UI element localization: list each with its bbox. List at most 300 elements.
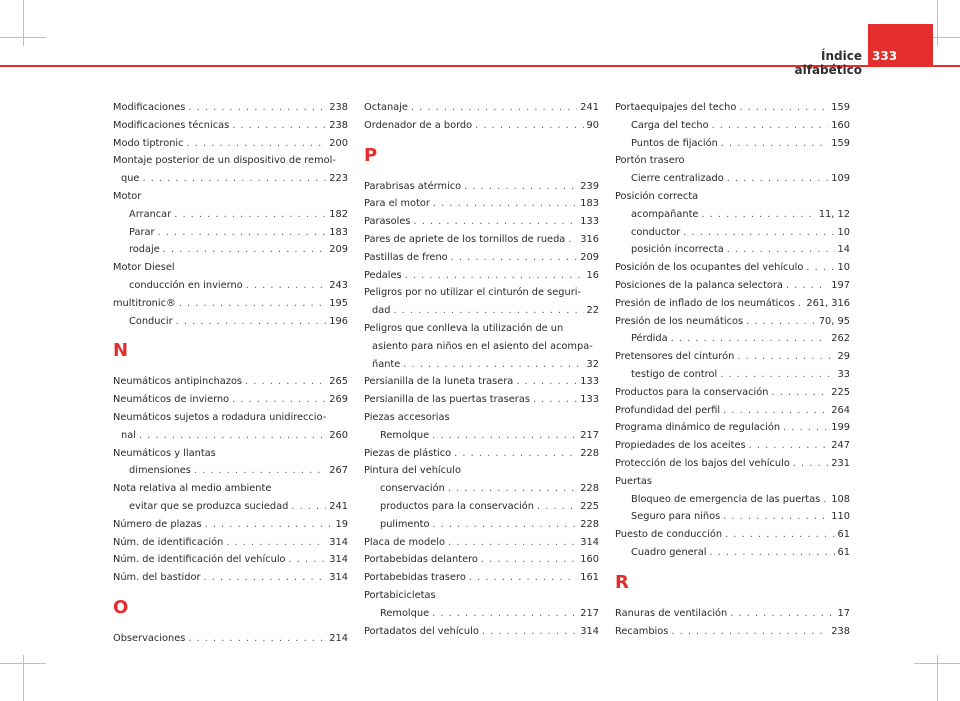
index-column-2 [364, 99, 599, 640]
leader-dots [783, 419, 828, 437]
index-heading: Nota relativa al medio ambiente [113, 483, 272, 495]
header-title: Índice alfabético [794, 49, 862, 77]
index-entry [364, 267, 599, 285]
entry-text: Persianilla de las puertas traseras [364, 394, 530, 406]
entry-text: posición incorrecta [631, 244, 724, 256]
leader-dots [482, 623, 577, 641]
entry-last-line [113, 170, 348, 188]
leader-dots [433, 516, 578, 534]
leader-dots [723, 402, 828, 420]
entry-text-line: Peligros que conlleva la utilización de un [364, 322, 564, 334]
index-subentry [113, 206, 348, 224]
index-subentry [615, 206, 850, 224]
entry-text: Protección de los bajos del vehículo [615, 457, 790, 469]
index-entry [113, 391, 348, 409]
page-reference[interactable]: 197 [831, 279, 850, 291]
page-reference[interactable]: 133 [580, 394, 599, 406]
leader-dots [163, 241, 327, 259]
page-reference[interactable]: 22 [586, 305, 599, 317]
entry-text: conductor [631, 226, 681, 238]
page-reference[interactable]: 10 [837, 226, 850, 238]
page-reference[interactable]: 159 [831, 102, 850, 113]
page-reference[interactable]: 32 [586, 358, 599, 370]
leader-dots [187, 135, 327, 153]
leader-dots [405, 267, 584, 285]
index-entry [364, 373, 599, 391]
leader-dots [727, 170, 829, 188]
leader-dots [533, 391, 577, 409]
entry-text: Propiedades de los aceites [615, 440, 746, 452]
index-entry [364, 569, 599, 587]
entry-text: Presión de inflado de los neumáticos [615, 297, 795, 309]
leader-dots [709, 544, 834, 562]
index-subentry [364, 498, 599, 516]
page-reference[interactable]: 110 [831, 511, 850, 523]
leader-dots [749, 437, 829, 455]
index-entry [364, 213, 599, 231]
index-entry [615, 313, 850, 331]
index-heading: Motor Diesel [113, 262, 175, 274]
index-entry [364, 391, 599, 409]
page-reference[interactable]: 316 [580, 233, 599, 245]
crop-mark-bottom-right-v [937, 655, 938, 701]
page-reference[interactable]: 264 [831, 404, 850, 416]
page-reference[interactable]: 314 [580, 625, 599, 637]
page-reference[interactable]: 133 [580, 376, 599, 388]
leader-dots [712, 117, 829, 135]
entry-text: Núm. de identificación [113, 536, 224, 548]
leader-dots [448, 480, 577, 498]
index-entry [113, 295, 348, 313]
index-entry [615, 295, 850, 313]
leader-dots [683, 224, 834, 242]
page-reference[interactable]: 238 [329, 102, 348, 113]
index-subentry [113, 462, 348, 480]
entry-text: dimensiones [129, 465, 191, 477]
leader-dots [142, 170, 326, 188]
index-column-3 [615, 99, 850, 640]
entry-text: Ranuras de ventilación [615, 607, 728, 619]
index-subentry [615, 544, 850, 562]
leader-dots [179, 295, 326, 313]
leader-dots [245, 373, 326, 391]
index-entry [364, 534, 599, 552]
index-entry [615, 419, 850, 437]
index-entry [615, 526, 850, 544]
index-entry [615, 623, 850, 641]
page-reference[interactable]: 260 [329, 429, 348, 441]
index-entry [113, 99, 348, 117]
entry-text: ñante [372, 358, 401, 370]
entry-text: Modificaciones técnicas [113, 119, 230, 131]
entry-text: Portadatos del vehículo [364, 625, 479, 637]
leader-dots [139, 427, 326, 445]
index-column-1 [113, 99, 348, 648]
entry-text: Posiciones de la palanca selectora [615, 279, 783, 291]
index-heading: Piezas accesorias [364, 411, 450, 423]
leader-dots [246, 277, 327, 295]
leader-dots [232, 391, 326, 409]
leader-dots [475, 117, 583, 135]
entry-text: Cierre centralizado [631, 173, 724, 185]
index-entry [615, 384, 850, 402]
page-reference[interactable]: 14 [837, 244, 850, 256]
page-reference[interactable]: 225 [831, 386, 850, 398]
index-entry-wrapped [113, 409, 348, 445]
page-reference[interactable]: 241 [329, 500, 348, 512]
leader-dots [204, 569, 327, 587]
index-entry [113, 534, 348, 552]
page-reference[interactable]: 90 [586, 119, 599, 131]
leader-dots [516, 373, 577, 391]
entry-text: Portabebidas delantero [364, 554, 478, 566]
index-entry [113, 630, 348, 648]
entry-text: Placa de modelo [364, 536, 445, 548]
leader-dots [451, 249, 578, 267]
entry-text: dad [372, 305, 391, 317]
index-subentry [364, 516, 599, 534]
entry-text: Portaequipajes del techo [615, 102, 737, 113]
entry-text: Pastillas de freno [364, 251, 448, 263]
entry-text: Observaciones [113, 632, 186, 644]
page-reference[interactable]: 314 [580, 536, 599, 548]
index-subentry [364, 427, 599, 445]
entry-text: Ordenador de a bordo [364, 119, 473, 131]
page-reference[interactable]: 16 [586, 269, 599, 281]
page-reference[interactable]: 19 [335, 518, 348, 530]
entry-text: Pérdida [631, 333, 668, 345]
section-letter: P [364, 144, 378, 166]
page-reference[interactable]: 159 [831, 137, 850, 149]
index-entry [615, 348, 850, 366]
index-entry [113, 569, 348, 587]
entry-text: Puesto de conducción [615, 529, 723, 541]
index-entry [364, 551, 599, 569]
leader-dots [721, 135, 829, 153]
page-reference[interactable]: 228 [580, 518, 599, 530]
entry-text-line: asiento para niños en el asiento del acompa- [372, 340, 593, 352]
page-reference[interactable]: 183 [580, 198, 599, 210]
index-heading: Motor [113, 190, 142, 202]
leader-dots [433, 195, 577, 213]
leader-dots [739, 99, 828, 117]
entry-text: Posición de los ocupantes del vehículo [615, 262, 804, 274]
entry-text: Profundidad del perfil [615, 404, 721, 416]
index-entry [113, 516, 348, 534]
entry-text: conducción en invierno [129, 279, 243, 291]
entry-text: Remolque [380, 429, 430, 441]
page-reference[interactable]: 199 [831, 422, 850, 434]
leader-dots [158, 224, 327, 242]
page-reference[interactable]: 161 [580, 572, 599, 584]
leader-dots [188, 630, 326, 648]
index-subentry [113, 313, 348, 331]
index-subentry [615, 330, 850, 348]
page-reference[interactable]: 231 [831, 457, 850, 469]
page-reference[interactable]: 261, 316 [806, 297, 850, 309]
index-entry [615, 99, 850, 117]
leader-dots [537, 498, 577, 516]
entry-text: Remolque [380, 607, 430, 619]
page-reference[interactable]: 239 [580, 180, 599, 192]
page-reference[interactable]: 109 [831, 173, 850, 185]
page-reference[interactable]: 238 [831, 625, 850, 637]
leader-dots [671, 330, 829, 348]
index-entry [615, 277, 850, 295]
index-entry [113, 135, 348, 153]
page-reference[interactable]: 238 [329, 119, 348, 131]
entry-text: nal [121, 429, 136, 441]
index-subentry [113, 498, 348, 516]
page-reference[interactable]: 133 [580, 216, 599, 228]
index-entry [113, 373, 348, 391]
index-entry [364, 99, 599, 117]
page-reference[interactable]: 228 [580, 447, 599, 459]
leader-dots [289, 551, 327, 569]
index-entry [364, 178, 599, 196]
page-reference[interactable]: 314 [329, 536, 348, 548]
index-subentry [113, 277, 348, 295]
page-reference[interactable]: 209 [329, 244, 348, 256]
entry-text: productos para la conservación [380, 500, 534, 512]
entry-text: evitar que se produzca suciedad [129, 500, 289, 512]
index-entry-wrapped [364, 284, 599, 320]
page-reference[interactable]: 70, 95 [818, 315, 850, 327]
index-entry [615, 437, 850, 455]
leader-dots [393, 302, 583, 320]
entry-text: Pares de apriete de los tornillos de rueda [364, 233, 566, 245]
entry-text: testigo de control [631, 368, 718, 380]
crop-mark-bottom-left-v [23, 655, 24, 701]
section-letter: R [615, 571, 629, 593]
leader-dots [771, 384, 828, 402]
leader-dots [454, 445, 577, 463]
entry-text: Carga del techo [631, 119, 709, 131]
leader-dots [720, 366, 834, 384]
leader-dots [701, 206, 815, 224]
entry-text: Núm. de identificación del vehículo [113, 554, 286, 566]
entry-text: Neumáticos de invierno [113, 394, 230, 406]
entry-text: Productos para la conservación [615, 386, 769, 398]
leader-dots [232, 117, 326, 135]
entry-text: Bloqueo de emergencia de las puertas [631, 493, 821, 505]
leader-dots [188, 99, 326, 117]
leader-dots [727, 241, 835, 259]
page-reference[interactable]: 61 [837, 546, 850, 558]
leader-dots [723, 508, 828, 526]
entry-last-line [113, 427, 348, 445]
entry-text: Neumáticos antipinchazos [113, 376, 243, 388]
entry-text: rodaje [129, 244, 160, 256]
leader-dots [786, 277, 828, 295]
entry-text: Modificaciones [113, 102, 186, 113]
leader-dots [671, 623, 828, 641]
index-entry [113, 117, 348, 135]
entry-text: Puntos de fijación [631, 137, 718, 149]
leader-dots [725, 526, 834, 544]
page-reference[interactable]: 61 [837, 529, 850, 541]
entry-text: Pretensores del cinturón [615, 351, 735, 363]
page-reference[interactable]: 265 [329, 376, 348, 388]
entry-text: Portabebidas trasero [364, 572, 466, 584]
entry-text: Parabrisas atérmico [364, 180, 462, 192]
index-entry [113, 551, 348, 569]
entry-text: Número de plazas [113, 518, 202, 530]
entry-text: Cuadro general [631, 546, 707, 558]
leader-dots [746, 313, 816, 331]
index-entry [615, 402, 850, 420]
entry-text-line: Neumáticos sujetos a rodadura unidireccio- [113, 411, 327, 423]
page-reference[interactable]: 17 [837, 607, 850, 619]
page-reference[interactable]: 11, 12 [818, 208, 850, 220]
index-subentry [364, 480, 599, 498]
leader-dots [568, 231, 577, 249]
entry-text-line: Montaje posterior de un dispositivo de remol- [113, 155, 336, 167]
leader-dots [226, 534, 326, 552]
page-reference[interactable]: 267 [329, 465, 348, 477]
index-entry [364, 195, 599, 213]
leader-dots [481, 551, 577, 569]
leader-dots [793, 455, 828, 473]
leader-dots [730, 605, 834, 623]
entry-text: Recambios [615, 625, 669, 637]
page-reference[interactable]: 108 [831, 493, 850, 505]
page-reference[interactable]: 217 [580, 607, 599, 619]
entry-text: Arrancar [129, 208, 172, 220]
leader-dots [469, 569, 577, 587]
entry-text: Octanaje [364, 102, 408, 113]
leader-dots [806, 259, 834, 277]
page-reference[interactable]: 209 [580, 251, 599, 263]
page-reference[interactable]: 247 [831, 440, 850, 452]
leader-dots [413, 213, 577, 231]
leader-dots [174, 206, 326, 224]
entry-text: pulimento [380, 518, 430, 530]
index-entry [364, 249, 599, 267]
leader-dots [432, 605, 577, 623]
entry-text: Piezas de plástico [364, 447, 452, 459]
entry-text: Núm. del bastidor [113, 572, 201, 584]
entry-text: Programa dinámico de regulación [615, 422, 781, 434]
entry-text: Parar [129, 226, 155, 238]
page-reference[interactable]: 182 [329, 208, 348, 220]
index-entry [615, 455, 850, 473]
page-reference[interactable]: 314 [329, 572, 348, 584]
page-reference[interactable]: 29 [837, 351, 850, 363]
entry-text: Presión de los neumáticos [615, 315, 744, 327]
page-reference[interactable]: 160 [580, 554, 599, 566]
index-subentry [615, 366, 850, 384]
entry-text: que [121, 173, 140, 185]
leader-dots [823, 491, 828, 509]
entry-last-line [364, 356, 599, 374]
page-reference[interactable]: 214 [329, 632, 348, 644]
page-reference[interactable]: 223 [329, 173, 348, 185]
page-reference[interactable]: 183 [329, 226, 348, 238]
leader-dots [798, 295, 804, 313]
index-subentry [615, 117, 850, 135]
index-entry [364, 231, 599, 249]
entry-text: Parasoles [364, 216, 411, 228]
page-reference[interactable]: 217 [580, 429, 599, 441]
crop-mark-top-left-v [23, 0, 24, 46]
leader-dots [411, 99, 577, 117]
index-subentry [615, 135, 850, 153]
index-heading: Portón trasero [615, 155, 685, 167]
page-reference[interactable]: 195 [329, 297, 348, 309]
leader-dots [737, 348, 834, 366]
index-entry [364, 623, 599, 641]
entry-text: Conducir [129, 315, 173, 327]
crop-mark-top-right-v [937, 0, 938, 46]
page-reference[interactable]: 262 [831, 333, 850, 345]
leader-dots [176, 313, 327, 331]
index-subentry [113, 224, 348, 242]
index-subentry [615, 241, 850, 259]
index-entry-wrapped [113, 152, 348, 188]
section-letter: O [113, 596, 129, 618]
entry-text: Pedales [364, 269, 402, 281]
page-reference[interactable]: 160 [831, 119, 850, 131]
page-reference[interactable]: 33 [837, 368, 850, 380]
index-entry [364, 445, 599, 463]
leader-dots [432, 427, 577, 445]
page-reference[interactable]: 269 [329, 394, 348, 406]
page-reference[interactable]: 241 [580, 102, 599, 113]
index-entry [615, 605, 850, 623]
index-heading: Pintura del vehículo [364, 465, 461, 477]
index-entry-wrapped [364, 320, 599, 373]
index-entry [615, 259, 850, 277]
leader-dots [205, 516, 333, 534]
entry-text-line: Peligros por no utilizar el cinturón de seguri- [364, 287, 582, 299]
index-subentry [113, 241, 348, 259]
page-reference[interactable]: 314 [329, 554, 348, 566]
index-subentry [615, 508, 850, 526]
leader-dots [194, 462, 326, 480]
entry-text: Para el motor [364, 198, 430, 210]
page-reference[interactable]: 10 [837, 262, 850, 274]
index-heading: Puertas [615, 475, 652, 487]
leader-dots [464, 178, 577, 196]
index-heading: Posición correcta [615, 190, 699, 202]
page-reference[interactable]: 196 [329, 315, 348, 327]
section-letter: N [113, 340, 129, 362]
page-reference[interactable]: 200 [329, 137, 348, 149]
page-number: 333 [872, 49, 898, 63]
entry-text: Persianilla de la luneta trasera [364, 376, 514, 388]
leader-dots [403, 356, 583, 374]
index-heading: Portabicicletas [364, 589, 436, 601]
index-subentry [615, 224, 850, 242]
entry-text: Modo tiptronic [113, 137, 184, 149]
index-heading: Neumáticos y llantas [113, 447, 216, 459]
entry-text: multitronic® [113, 297, 176, 309]
page-reference[interactable]: 228 [580, 483, 599, 495]
entry-text: conservación [380, 483, 445, 495]
index-entry [364, 117, 599, 135]
leader-dots [448, 534, 577, 552]
leader-dots [291, 498, 326, 516]
entry-text: acompañante [631, 208, 699, 220]
index-subentry [364, 605, 599, 623]
entry-text: Seguro para niños [631, 511, 721, 523]
index-subentry [615, 170, 850, 188]
index-subentry [615, 491, 850, 509]
entry-last-line [364, 302, 599, 320]
page-reference[interactable]: 243 [329, 279, 348, 291]
page-reference[interactable]: 225 [580, 500, 599, 512]
